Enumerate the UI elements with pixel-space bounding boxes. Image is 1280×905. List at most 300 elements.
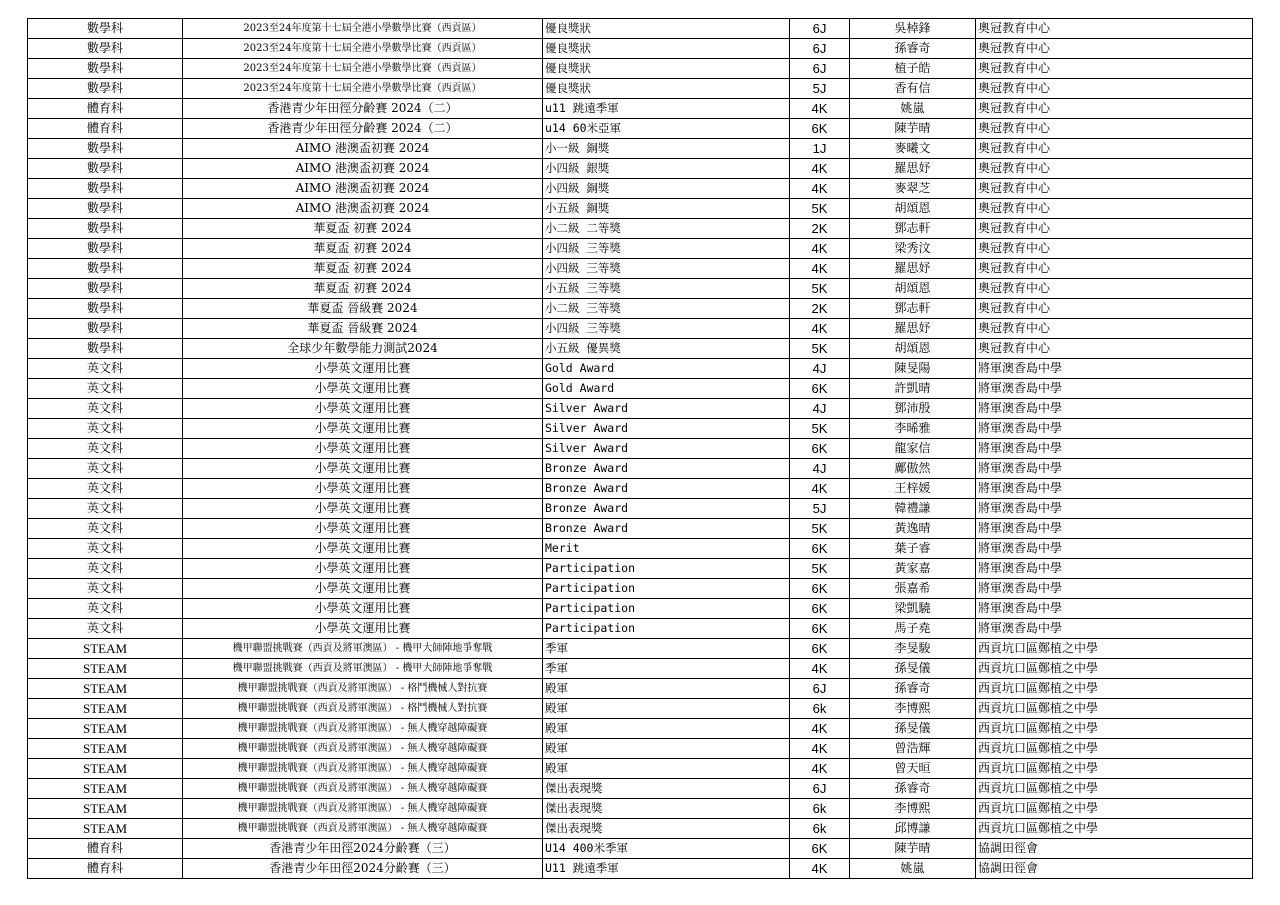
competition-cell: 小學英文運用比賽	[183, 399, 543, 419]
table-row	[28, 699, 1253, 719]
competition-cell: 香港青少年田徑2024分齡賽（三）	[183, 839, 543, 859]
competition-cell: 小學英文運用比賽	[183, 539, 543, 559]
organizer-cell: 奧冠教育中心	[976, 219, 1253, 239]
student-name-cell: 王梓媛	[850, 479, 976, 499]
student-name-cell: 邱博謙	[850, 819, 976, 839]
awards-table	[27, 18, 1253, 879]
student-name-cell: 鄧沛殷	[850, 399, 976, 419]
class-cell: 1J	[790, 139, 850, 159]
organizer-cell: 奧冠教育中心	[976, 119, 1253, 139]
subject-cell: 數學科	[28, 279, 183, 299]
table-row	[28, 99, 1253, 119]
competition-cell: 香港青少年田徑2024分齡賽（三）	[183, 859, 543, 879]
class-cell: 6K	[790, 839, 850, 859]
table-row	[28, 139, 1253, 159]
organizer-cell: 將軍澳香島中學	[976, 459, 1253, 479]
organizer-cell: 將軍澳香島中學	[976, 399, 1253, 419]
award-cell: Bronze Award	[543, 479, 790, 499]
subject-cell: 數學科	[28, 259, 183, 279]
competition-cell: 機甲聯盟挑戰賽（西貢及將軍澳區） - 無人機穿越障礙賽	[183, 819, 543, 839]
award-cell: Bronze Award	[543, 519, 790, 539]
student-name-cell: 曾浩輝	[850, 739, 976, 759]
student-name-cell: 陳旻陽	[850, 359, 976, 379]
subject-cell: 英文科	[28, 539, 183, 559]
class-cell: 4J	[790, 459, 850, 479]
student-name-cell: 李博熙	[850, 799, 976, 819]
competition-cell: AIMO 港澳盃初賽 2024	[183, 179, 543, 199]
organizer-cell: 奧冠教育中心	[976, 319, 1253, 339]
class-cell: 6k	[790, 699, 850, 719]
class-cell: 4K	[790, 739, 850, 759]
organizer-cell: 將軍澳香島中學	[976, 599, 1253, 619]
class-cell: 6J	[790, 19, 850, 39]
organizer-cell: 西貢坑口區鄭植之中學	[976, 719, 1253, 739]
table-row	[28, 539, 1253, 559]
student-name-cell: 胡頌恩	[850, 339, 976, 359]
table-row	[28, 359, 1253, 379]
subject-cell: 英文科	[28, 419, 183, 439]
student-name-cell: 羅思妤	[850, 319, 976, 339]
subject-cell: 英文科	[28, 359, 183, 379]
table-row	[28, 299, 1253, 319]
organizer-cell: 將軍澳香島中學	[976, 479, 1253, 499]
competition-cell: 小學英文運用比賽	[183, 419, 543, 439]
class-cell: 6K	[790, 619, 850, 639]
subject-cell: 數學科	[28, 19, 183, 39]
table-row	[28, 519, 1253, 539]
subject-cell: STEAM	[28, 719, 183, 739]
award-cell: Silver Award	[543, 399, 790, 419]
subject-cell: STEAM	[28, 679, 183, 699]
subject-cell: 數學科	[28, 79, 183, 99]
class-cell: 4J	[790, 399, 850, 419]
organizer-cell: 將軍澳香島中學	[976, 359, 1253, 379]
student-name-cell: 孫旻儀	[850, 719, 976, 739]
award-cell: Merit	[543, 539, 790, 559]
award-cell: 小五級 優異獎	[543, 339, 790, 359]
subject-cell: 英文科	[28, 559, 183, 579]
subject-cell: 數學科	[28, 339, 183, 359]
competition-cell: 小學英文運用比賽	[183, 359, 543, 379]
student-name-cell: 李博熙	[850, 699, 976, 719]
student-name-cell: 姚嵐	[850, 99, 976, 119]
class-cell: 2K	[790, 299, 850, 319]
class-cell: 5K	[790, 519, 850, 539]
table-row	[28, 319, 1253, 339]
organizer-cell: 奧冠教育中心	[976, 299, 1253, 319]
competition-cell: 小學英文運用比賽	[183, 519, 543, 539]
class-cell: 6K	[790, 119, 850, 139]
student-name-cell: 羅思妤	[850, 259, 976, 279]
organizer-cell: 奧冠教育中心	[976, 139, 1253, 159]
competition-cell: 2023至24年度第十七屆全港小學數學比賽（西貢區）	[183, 79, 543, 99]
award-cell: 傑出表現獎	[543, 779, 790, 799]
competition-cell: 小學英文運用比賽	[183, 619, 543, 639]
table-row	[28, 239, 1253, 259]
student-name-cell: 香有信	[850, 79, 976, 99]
organizer-cell: 將軍澳香島中學	[976, 579, 1253, 599]
subject-cell: 體育科	[28, 859, 183, 879]
student-name-cell: 胡頌恩	[850, 279, 976, 299]
organizer-cell: 西貢坑口區鄭植之中學	[976, 799, 1253, 819]
subject-cell: STEAM	[28, 699, 183, 719]
class-cell: 4K	[790, 239, 850, 259]
competition-cell: AIMO 港澳盃初賽 2024	[183, 139, 543, 159]
student-name-cell: 孫睿奇	[850, 779, 976, 799]
award-cell: U11 跳遠季軍	[543, 859, 790, 879]
table-row	[28, 199, 1253, 219]
student-name-cell: 馬子堯	[850, 619, 976, 639]
competition-cell: 小學英文運用比賽	[183, 499, 543, 519]
class-cell: 2K	[790, 219, 850, 239]
student-name-cell: 孫睿奇	[850, 679, 976, 699]
organizer-cell: 將軍澳香島中學	[976, 439, 1253, 459]
class-cell: 5K	[790, 199, 850, 219]
organizer-cell: 奧冠教育中心	[976, 199, 1253, 219]
award-cell: Silver Award	[543, 439, 790, 459]
table-row	[28, 259, 1253, 279]
award-cell: Bronze Award	[543, 499, 790, 519]
competition-cell: 小學英文運用比賽	[183, 439, 543, 459]
subject-cell: 英文科	[28, 439, 183, 459]
award-cell: 傑出表現獎	[543, 819, 790, 839]
class-cell: 6K	[790, 439, 850, 459]
competition-cell: 華夏盃 初賽 2024	[183, 219, 543, 239]
class-cell: 6J	[790, 39, 850, 59]
class-cell: 5J	[790, 79, 850, 99]
award-cell: 優良獎狀	[543, 39, 790, 59]
class-cell: 6J	[790, 679, 850, 699]
award-cell: 優良獎狀	[543, 19, 790, 39]
award-cell: 小四級 三等獎	[543, 319, 790, 339]
subject-cell: STEAM	[28, 759, 183, 779]
organizer-cell: 西貢坑口區鄭植之中學	[976, 819, 1253, 839]
subject-cell: 數學科	[28, 319, 183, 339]
student-name-cell: 陳芋晴	[850, 839, 976, 859]
student-name-cell: 黃逸晴	[850, 519, 976, 539]
table-row	[28, 59, 1253, 79]
competition-cell: 2023至24年度第十七屆全港小學數學比賽（西貢區）	[183, 39, 543, 59]
organizer-cell: 奧冠教育中心	[976, 19, 1253, 39]
award-cell: Participation	[543, 579, 790, 599]
class-cell: 6K	[790, 379, 850, 399]
table-row	[28, 679, 1253, 699]
subject-cell: 數學科	[28, 159, 183, 179]
competition-cell: 華夏盃 初賽 2024	[183, 259, 543, 279]
class-cell: 6K	[790, 539, 850, 559]
subject-cell: STEAM	[28, 799, 183, 819]
student-name-cell: 許凱晴	[850, 379, 976, 399]
competition-cell: 機甲聯盟挑戰賽（西貢及將軍澳區） - 格鬥機械人對抗賽	[183, 679, 543, 699]
award-cell: Participation	[543, 599, 790, 619]
table-row	[28, 839, 1253, 859]
competition-cell: 機甲聯盟挑戰賽（西貢及將軍澳區） - 格鬥機械人對抗賽	[183, 699, 543, 719]
student-name-cell: 姚嵐	[850, 859, 976, 879]
award-cell: 季軍	[543, 659, 790, 679]
subject-cell: 數學科	[28, 179, 183, 199]
competition-cell: 華夏盃 初賽 2024	[183, 279, 543, 299]
awards-table-body	[28, 19, 1253, 879]
award-cell: 小五級 三等獎	[543, 279, 790, 299]
award-cell: 季軍	[543, 639, 790, 659]
class-cell: 6J	[790, 779, 850, 799]
competition-cell: 香港青少年田徑分齡賽 2024（二）	[183, 119, 543, 139]
subject-cell: 英文科	[28, 379, 183, 399]
table-row	[28, 39, 1253, 59]
organizer-cell: 將軍澳香島中學	[976, 519, 1253, 539]
competition-cell: 機甲聯盟挑戰賽（西貢及將軍澳區） - 無人機穿越障礙賽	[183, 719, 543, 739]
student-name-cell: 胡頌恩	[850, 199, 976, 219]
class-cell: 5K	[790, 339, 850, 359]
table-row	[28, 619, 1253, 639]
organizer-cell: 奧冠教育中心	[976, 99, 1253, 119]
table-row	[28, 19, 1253, 39]
organizer-cell: 協調田徑會	[976, 839, 1253, 859]
student-name-cell: 麥翠芝	[850, 179, 976, 199]
class-cell: 5K	[790, 279, 850, 299]
student-name-cell: 鄧志軒	[850, 219, 976, 239]
award-cell: u11 跳遠季軍	[543, 99, 790, 119]
award-cell: 殿軍	[543, 679, 790, 699]
competition-cell: 華夏盃 晉級賽 2024	[183, 299, 543, 319]
table-row	[28, 779, 1253, 799]
award-cell: U14 400米季軍	[543, 839, 790, 859]
organizer-cell: 奧冠教育中心	[976, 259, 1253, 279]
subject-cell: 英文科	[28, 579, 183, 599]
table-row	[28, 759, 1253, 779]
organizer-cell: 奧冠教育中心	[976, 279, 1253, 299]
class-cell: 6K	[790, 639, 850, 659]
student-name-cell: 羅思妤	[850, 159, 976, 179]
student-name-cell: 李晞雅	[850, 419, 976, 439]
subject-cell: 英文科	[28, 599, 183, 619]
organizer-cell: 將軍澳香島中學	[976, 379, 1253, 399]
table-row	[28, 399, 1253, 419]
subject-cell: STEAM	[28, 639, 183, 659]
class-cell: 4J	[790, 359, 850, 379]
subject-cell: STEAM	[28, 819, 183, 839]
table-row	[28, 179, 1253, 199]
class-cell: 4K	[790, 99, 850, 119]
student-name-cell: 陳芋晴	[850, 119, 976, 139]
table-row	[28, 419, 1253, 439]
student-name-cell: 李旻駿	[850, 639, 976, 659]
organizer-cell: 西貢坑口區鄭植之中學	[976, 659, 1253, 679]
student-name-cell: 鄧志軒	[850, 299, 976, 319]
organizer-cell: 協調田徑會	[976, 859, 1253, 879]
award-cell: 小二級 二等獎	[543, 219, 790, 239]
competition-cell: 機甲聯盟挑戰賽（西貢及將軍澳區） - 無人機穿越障礙賽	[183, 799, 543, 819]
competition-cell: 小學英文運用比賽	[183, 459, 543, 479]
organizer-cell: 奧冠教育中心	[976, 79, 1253, 99]
table-row	[28, 739, 1253, 759]
class-cell: 6K	[790, 579, 850, 599]
table-row	[28, 659, 1253, 679]
subject-cell: 體育科	[28, 839, 183, 859]
table-row	[28, 479, 1253, 499]
class-cell: 6K	[790, 599, 850, 619]
class-cell: 4K	[790, 259, 850, 279]
subject-cell: 英文科	[28, 519, 183, 539]
student-name-cell: 張嘉希	[850, 579, 976, 599]
table-row	[28, 559, 1253, 579]
class-cell: 4K	[790, 159, 850, 179]
student-name-cell: 吳棹鋒	[850, 19, 976, 39]
table-row	[28, 579, 1253, 599]
organizer-cell: 奧冠教育中心	[976, 59, 1253, 79]
table-row	[28, 339, 1253, 359]
organizer-cell: 西貢坑口區鄭植之中學	[976, 759, 1253, 779]
student-name-cell: 龍家信	[850, 439, 976, 459]
competition-cell: 華夏盃 晉級賽 2024	[183, 319, 543, 339]
organizer-cell: 奧冠教育中心	[976, 179, 1253, 199]
student-name-cell: 黃家嘉	[850, 559, 976, 579]
student-name-cell: 韓禮謙	[850, 499, 976, 519]
award-cell: Gold Award	[543, 379, 790, 399]
competition-cell: AIMO 港澳盃初賽 2024	[183, 199, 543, 219]
competition-cell: 小學英文運用比賽	[183, 479, 543, 499]
subject-cell: 英文科	[28, 619, 183, 639]
subject-cell: 數學科	[28, 139, 183, 159]
table-row	[28, 219, 1253, 239]
table-row	[28, 459, 1253, 479]
organizer-cell: 西貢坑口區鄭植之中學	[976, 779, 1253, 799]
class-cell: 6k	[790, 819, 850, 839]
class-cell: 4K	[790, 179, 850, 199]
organizer-cell: 將軍澳香島中學	[976, 559, 1253, 579]
student-name-cell: 梁秀汶	[850, 239, 976, 259]
competition-cell: 機甲聯盟挑戰賽（西貢及將軍澳區） - 機甲大師陣地爭奪戰	[183, 639, 543, 659]
student-name-cell: 孫睿奇	[850, 39, 976, 59]
award-cell: 小四級 銀獎	[543, 159, 790, 179]
competition-cell: 機甲聯盟挑戰賽（西貢及將軍澳區） - 無人機穿越障礙賽	[183, 739, 543, 759]
award-cell: 殿軍	[543, 739, 790, 759]
subject-cell: 體育科	[28, 99, 183, 119]
subject-cell: 數學科	[28, 239, 183, 259]
organizer-cell: 將軍澳香島中學	[976, 539, 1253, 559]
competition-cell: 小學英文運用比賽	[183, 599, 543, 619]
award-cell: Participation	[543, 619, 790, 639]
class-cell: 4K	[790, 719, 850, 739]
table-row	[28, 379, 1253, 399]
table-row	[28, 819, 1253, 839]
subject-cell: 數學科	[28, 59, 183, 79]
organizer-cell: 西貢坑口區鄭植之中學	[976, 679, 1253, 699]
competition-cell: 香港青少年田徑分齡賽 2024（二）	[183, 99, 543, 119]
subject-cell: 英文科	[28, 479, 183, 499]
award-cell: 殿軍	[543, 759, 790, 779]
award-cell: 小四級 三等獎	[543, 259, 790, 279]
award-cell: 小二級 三等獎	[543, 299, 790, 319]
organizer-cell: 西貢坑口區鄭植之中學	[976, 639, 1253, 659]
competition-cell: AIMO 港澳盃初賽 2024	[183, 159, 543, 179]
competition-cell: 機甲聯盟挑戰賽（西貢及將軍澳區） - 無人機穿越障礙賽	[183, 779, 543, 799]
student-name-cell: 麥曦文	[850, 139, 976, 159]
subject-cell: 體育科	[28, 119, 183, 139]
subject-cell: 數學科	[28, 39, 183, 59]
subject-cell: 數學科	[28, 199, 183, 219]
award-cell: 小五級 銅獎	[543, 199, 790, 219]
organizer-cell: 西貢坑口區鄭植之中學	[976, 739, 1253, 759]
award-cell: 小四級 三等獎	[543, 239, 790, 259]
table-row	[28, 79, 1253, 99]
table-row	[28, 159, 1253, 179]
table-row	[28, 859, 1253, 879]
table-row	[28, 599, 1253, 619]
competition-cell: 小學英文運用比賽	[183, 379, 543, 399]
class-cell: 6J	[790, 59, 850, 79]
student-name-cell: 孫旻儀	[850, 659, 976, 679]
award-cell: Gold Award	[543, 359, 790, 379]
subject-cell: 英文科	[28, 399, 183, 419]
organizer-cell: 將軍澳香島中學	[976, 499, 1253, 519]
class-cell: 4K	[790, 759, 850, 779]
table-row	[28, 499, 1253, 519]
competition-cell: 小學英文運用比賽	[183, 559, 543, 579]
class-cell: 5K	[790, 559, 850, 579]
organizer-cell: 將軍澳香島中學	[976, 619, 1253, 639]
award-cell: u14 60米亞軍	[543, 119, 790, 139]
competition-cell: 小學英文運用比賽	[183, 579, 543, 599]
competition-cell: 機甲聯盟挑戰賽（西貢及將軍澳區） - 無人機穿越障礙賽	[183, 759, 543, 779]
organizer-cell: 奧冠教育中心	[976, 339, 1253, 359]
table-row	[28, 639, 1253, 659]
class-cell: 4K	[790, 859, 850, 879]
class-cell: 5K	[790, 419, 850, 439]
subject-cell: 數學科	[28, 219, 183, 239]
organizer-cell: 奧冠教育中心	[976, 159, 1253, 179]
organizer-cell: 奧冠教育中心	[976, 239, 1253, 259]
competition-cell: 2023至24年度第十七屆全港小學數學比賽（西貢區）	[183, 59, 543, 79]
award-cell: 傑出表現獎	[543, 799, 790, 819]
table-row	[28, 119, 1253, 139]
class-cell: 4K	[790, 319, 850, 339]
subject-cell: 英文科	[28, 459, 183, 479]
competition-cell: 2023至24年度第十七屆全港小學數學比賽（西貢區）	[183, 19, 543, 39]
student-name-cell: 梁凱驍	[850, 599, 976, 619]
organizer-cell: 將軍澳香島中學	[976, 419, 1253, 439]
award-cell: Bronze Award	[543, 459, 790, 479]
award-cell: Silver Award	[543, 419, 790, 439]
organizer-cell: 奧冠教育中心	[976, 39, 1253, 59]
competition-cell: 機甲聯盟挑戰賽（西貢及將軍澳區） - 機甲大師陣地爭奪戰	[183, 659, 543, 679]
organizer-cell: 西貢坑口區鄭植之中學	[976, 699, 1253, 719]
student-name-cell: 葉子睿	[850, 539, 976, 559]
subject-cell: 英文科	[28, 499, 183, 519]
table-row	[28, 799, 1253, 819]
award-cell: 殿軍	[543, 719, 790, 739]
award-cell: 小一級 銅獎	[543, 139, 790, 159]
award-cell: Participation	[543, 559, 790, 579]
table-row	[28, 439, 1253, 459]
class-cell: 5J	[790, 499, 850, 519]
award-cell: 優良獎狀	[543, 79, 790, 99]
class-cell: 6k	[790, 799, 850, 819]
student-name-cell: 曾天晅	[850, 759, 976, 779]
award-cell: 優良獎狀	[543, 59, 790, 79]
subject-cell: STEAM	[28, 659, 183, 679]
table-row	[28, 279, 1253, 299]
table-row	[28, 719, 1253, 739]
student-name-cell: 植子皓	[850, 59, 976, 79]
student-name-cell: 鄺傲然	[850, 459, 976, 479]
competition-cell: 全球少年數學能力測試2024	[183, 339, 543, 359]
subject-cell: STEAM	[28, 779, 183, 799]
award-cell: 殿軍	[543, 699, 790, 719]
competition-cell: 華夏盃 初賽 2024	[183, 239, 543, 259]
class-cell: 4K	[790, 479, 850, 499]
subject-cell: 數學科	[28, 299, 183, 319]
